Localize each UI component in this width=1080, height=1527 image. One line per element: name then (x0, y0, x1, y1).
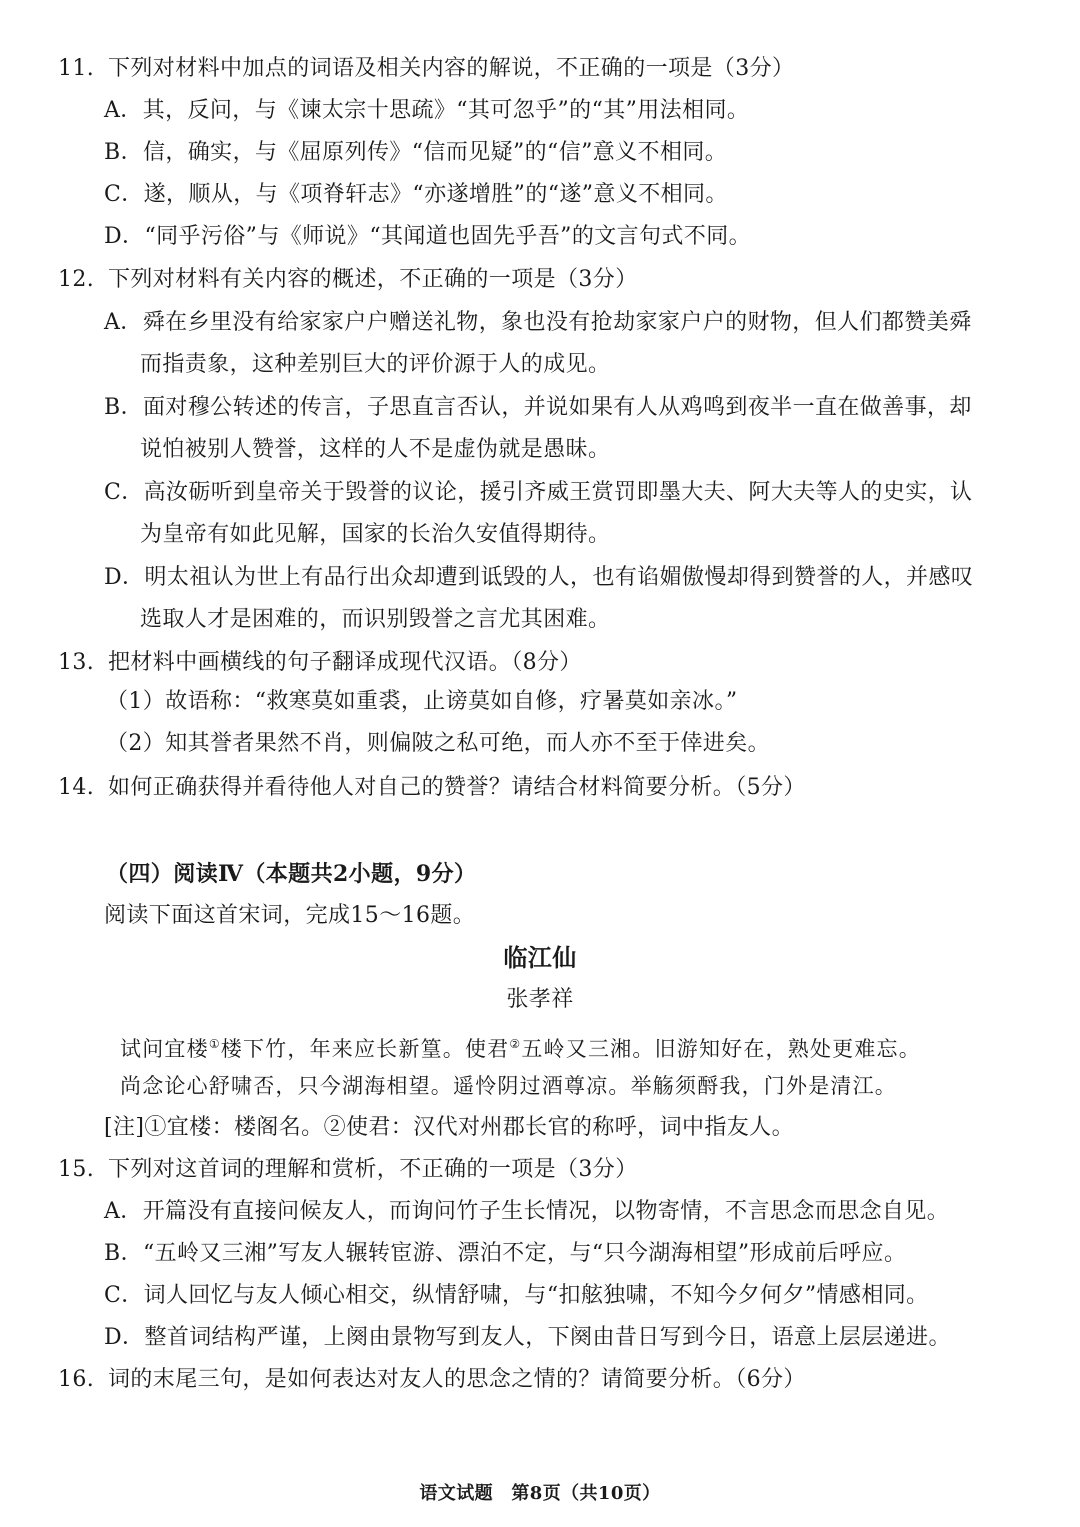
sub-item: （1）故语称：“救寒莫如重裘，止谤莫如自修，疗暑莫如亲冰。” (106, 689, 738, 714)
question-14 (58, 774, 806, 802)
page-footer: 语文试题 第8页（共10页） (419, 1483, 661, 1504)
question-stem: 下列对材料中加点的词语及相关内容的解说，不正确的一项是（3分） (108, 56, 795, 81)
poem-text: 五岭又三湘。旧游知好在，熟处更难忘。 (521, 1037, 921, 1061)
poem-notes: [注]①宜楼：楼阁名。②使君：汉代对州郡长官的称呼，词中指友人。 (104, 1115, 794, 1140)
question-stem: 把材料中画横线的句子翻译成现代汉语。（8分） (108, 650, 582, 675)
option-line: D．明太祖认为世上有品行出众却遭到诋毁的人，也有谄媚傲慢却得到赞誉的人，并感叹 (104, 565, 974, 590)
question-number: 12. (58, 267, 95, 292)
question-stem: 如何正确获得并看待他人对自己的赞誉？请结合材料简要分析。（5分） (108, 775, 806, 800)
question-number: 11. (58, 56, 95, 81)
poem-title: 临江仙 (503, 943, 577, 972)
question-13 (58, 649, 582, 677)
option-line: A．其，反问，与《谏太宗十思疏》“其可忽乎”的“其”用法相同。 (104, 98, 750, 123)
question-stem: 下列对这首词的理解和赏析，不正确的一项是（3分） (108, 1157, 638, 1182)
footnote-marker: ② (509, 1037, 522, 1051)
option-continuation: 选取人才是困难的，而识别毁誉之言尤其困难。 (140, 607, 611, 632)
option-line: C．遂，顺从，与《项脊轩志》“亦遂增胜”的“遂”意义不相同。 (104, 182, 728, 207)
sub-item: （2）知其誉者果然不肖，则偏陂之私可绝，而人亦不至于倖进矣。 (106, 731, 770, 756)
question-number: 15. (58, 1157, 95, 1182)
poem-text: 楼下竹，年来应长新篁。使君 (220, 1037, 510, 1061)
option-line: B．信，确实，与《屈原列传》“信而见疑”的“信”意义不相同。 (104, 140, 728, 165)
question-16 (58, 1366, 806, 1394)
option-continuation: 说怕被别人赞誉，这样的人不是虚伪就是愚昧。 (140, 437, 611, 462)
section-heading: （四）阅读Ⅳ（本题共2小题，9分） (106, 861, 477, 887)
poem-line-1 (120, 1030, 921, 1063)
question-number: 16. (58, 1367, 95, 1392)
option-line: C．高汝砺听到皇帝关于毁誉的议论，援引齐威王赏罚即墨大夫、阿大夫等人的史实，认 (104, 480, 973, 505)
question-number: 13. (58, 650, 95, 675)
option-line: A．舜在乡里没有给家家户户赠送礼物，象也没有抢劫家家户户的财物，但人们都赞美舜 (104, 310, 972, 335)
poem-line-2: 尚念论心舒啸否，只今湖海相望。遥怜阴过酒尊凉。举觞须酹我，门外是清江。 (120, 1074, 897, 1098)
option-line: B．面对穆公转述的传言，子思直言否认，并说如果有人从鸡鸣到夜半一直在做善事，却 (104, 395, 972, 420)
option-line: C．词人回忆与友人倾心相交，纵情舒啸，与“扣舷独啸，不知今夕何夕”情感相同。 (104, 1283, 929, 1308)
option-line: D．整首词结构严谨，上阕由景物写到友人，下阕由昔日写到今日，语意上层层递进。 (104, 1325, 951, 1350)
footnote-marker: ① (208, 1037, 221, 1051)
option-continuation: 而指责象，这种差别巨大的评价源于人的成见。 (140, 352, 611, 377)
question-stem: 下列对材料有关内容的概述，不正确的一项是（3分） (108, 267, 638, 292)
question-number: 14. (58, 775, 95, 800)
question-12 (58, 266, 638, 294)
section-intro: 阅读下面这首宋词，完成15～16题。 (104, 903, 476, 928)
poem-author: 张孝祥 (506, 987, 574, 1012)
option-line: D．“同乎污俗”与《师说》“其闻道也固先乎吾”的文言句式不同。 (104, 224, 752, 249)
option-continuation: 为皇帝有如此见解，国家的长治久安值得期待。 (140, 522, 611, 547)
option-line: A．开篇没有直接问候友人，而询问竹子生长情况，以物寄情，不言思念而思念自见。 (104, 1199, 950, 1224)
option-line: B．“五岭又三湘”写友人辗转宦游、漂泊不定，与“只今湖海相望”形成前后呼应。 (104, 1241, 907, 1266)
question-stem: 词的末尾三句，是如何表达对友人的思念之情的？请简要分析。（6分） (108, 1367, 806, 1392)
question-11 (58, 55, 794, 83)
poem-text: 试问宜楼 (120, 1037, 209, 1061)
question-15 (58, 1156, 638, 1184)
